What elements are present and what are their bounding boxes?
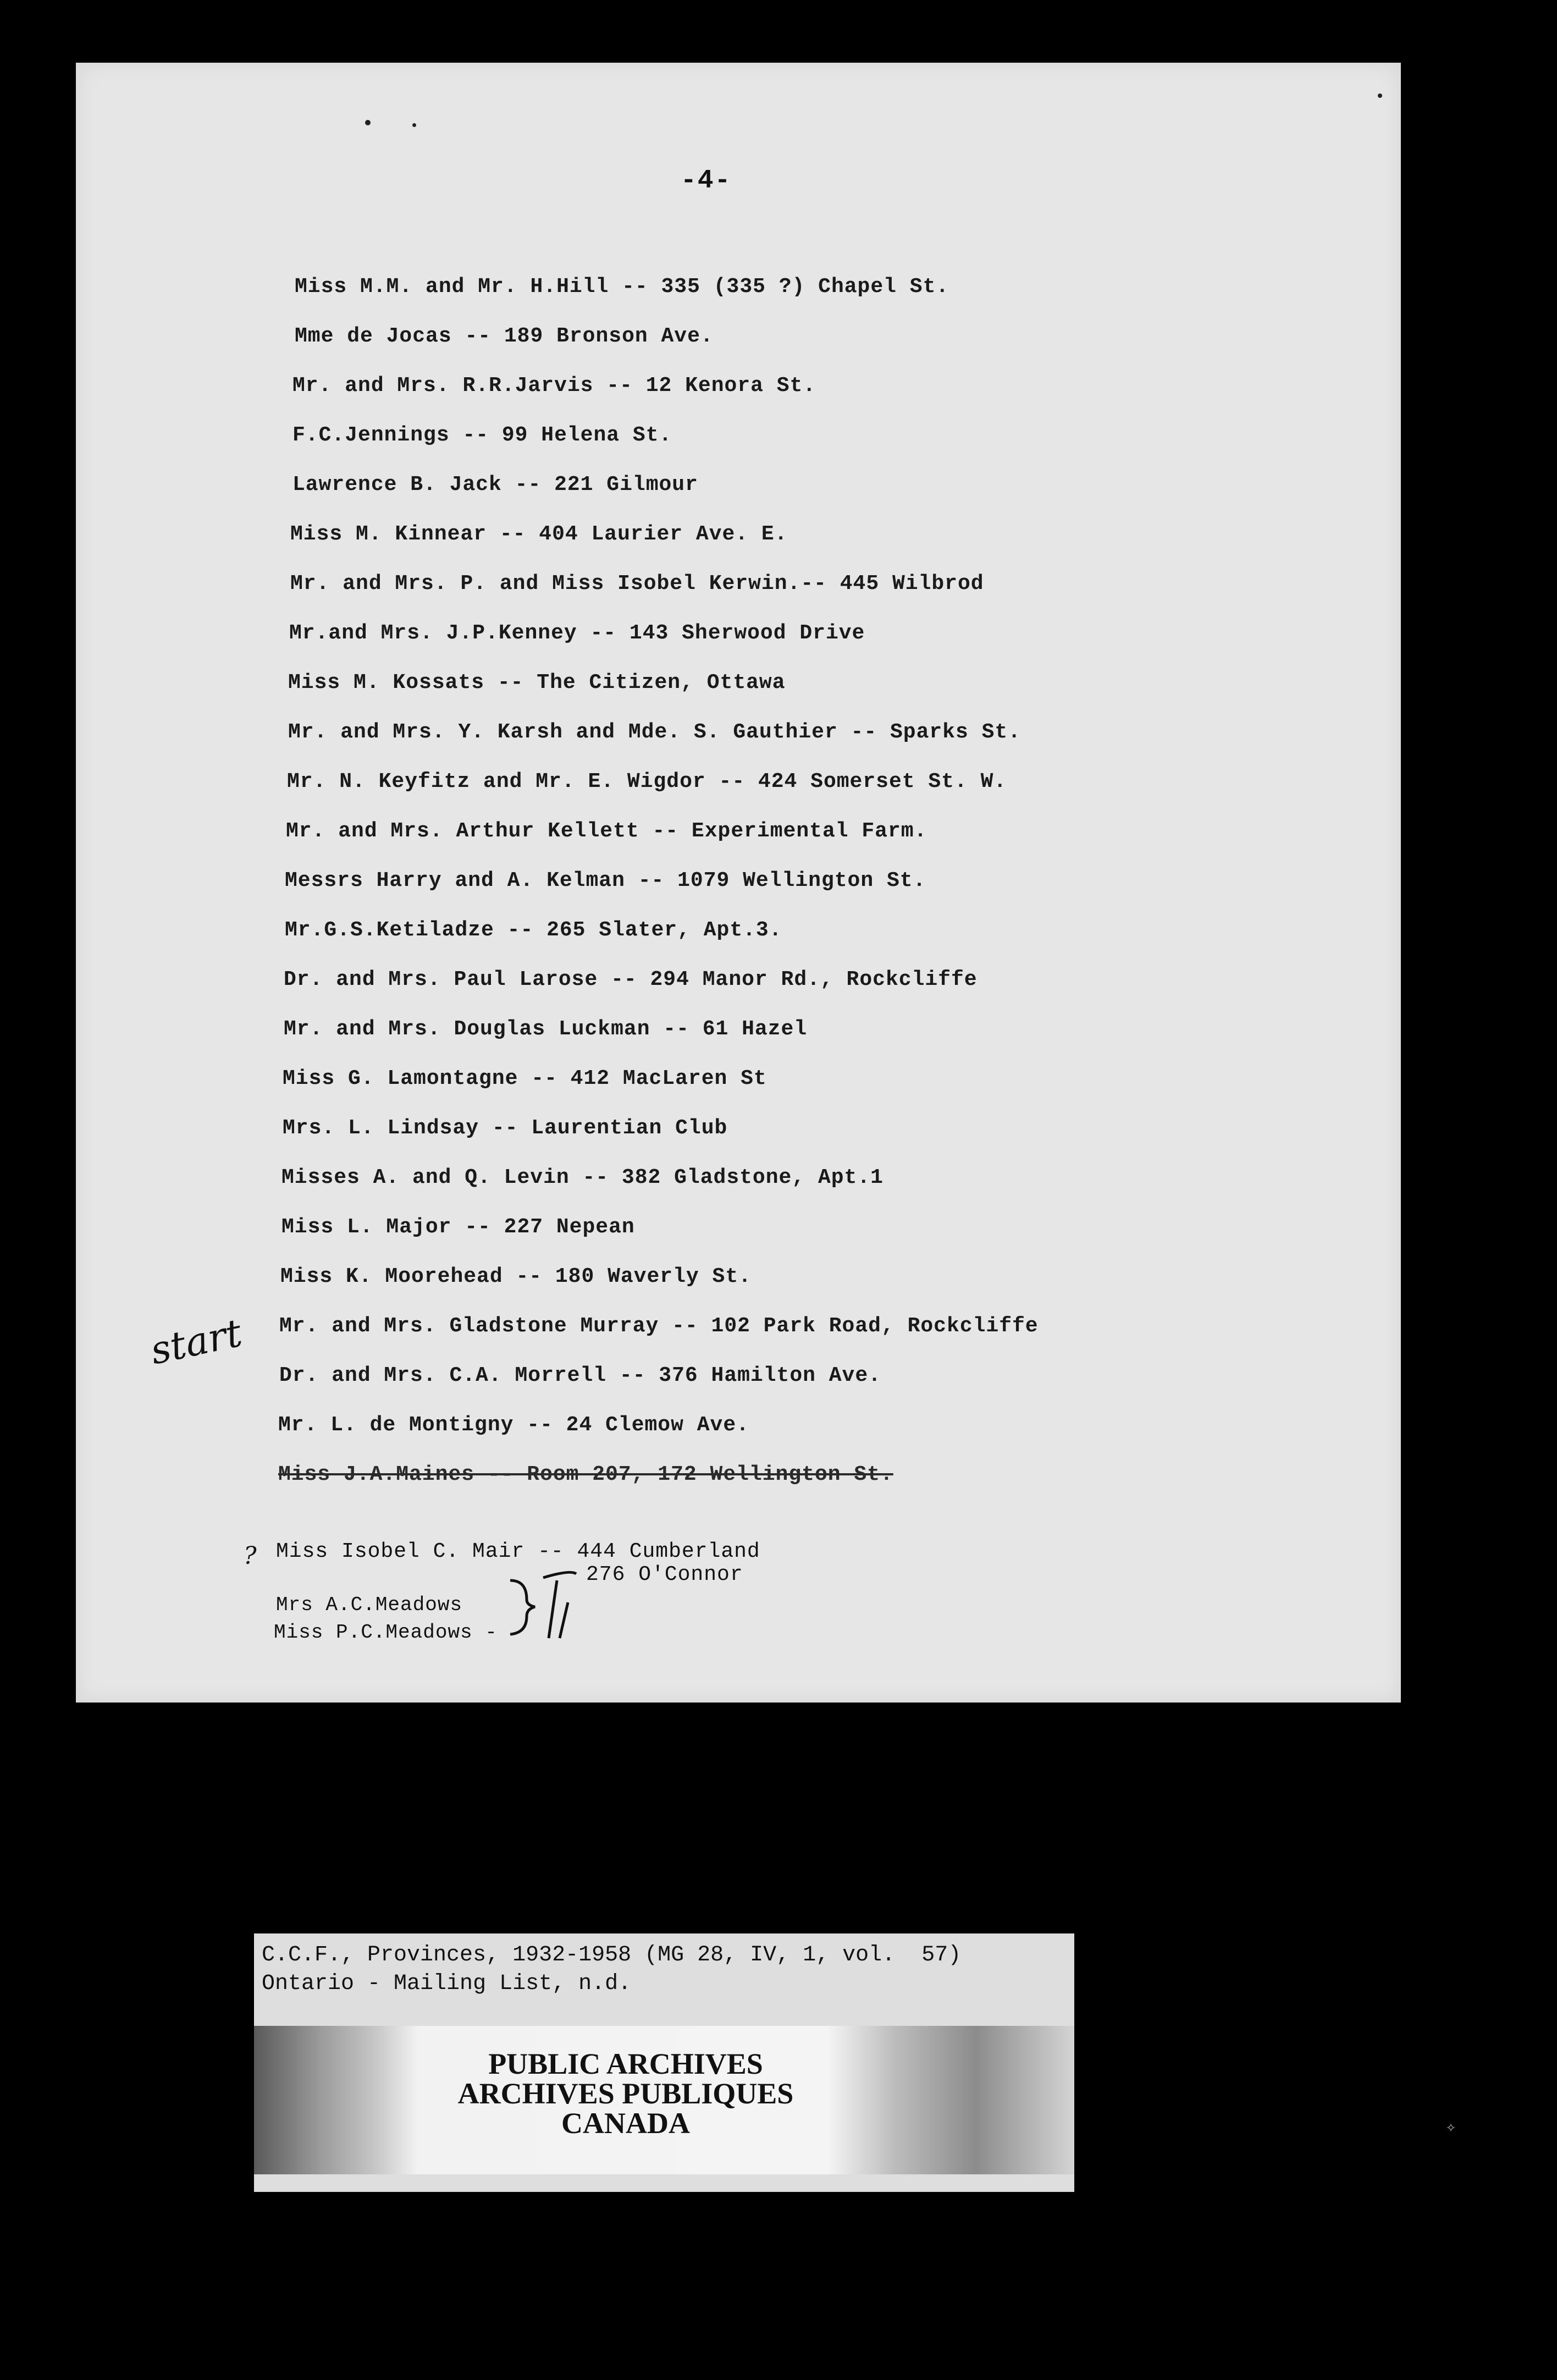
list-entry: Lawrence B. Jack -- 221 Gilmour <box>292 473 698 497</box>
handwritten-question-mark: ? <box>244 1542 257 1570</box>
list-entry: Misses A. and Q. Levin -- 382 Gladstone, Apt.1 <box>281 1166 884 1189</box>
archive-label-card <box>254 1933 1074 2192</box>
list-entry: Mr.and Mrs. J.P.Kenney -- 143 Sherwood Drive <box>289 621 865 645</box>
list-entry: Mme de Jocas -- 189 Bronson Ave. <box>295 324 714 348</box>
handwritten-brace-icon <box>505 1569 593 1641</box>
list-entry-mair: Miss Isobel C. Mair -- 444 Cumberland <box>276 1540 760 1563</box>
list-entry-meadows-p: Miss P.C.Meadows - <box>274 1621 498 1644</box>
struck-entry: Miss J.A.Maines -- Room 207, 172 Wellington St. <box>278 1463 893 1486</box>
list-entry: Mr. and Mrs. Douglas Luckman -- 61 Hazel <box>284 1017 808 1041</box>
list-entry: Mr. and Mrs. R.R.Jarvis -- 12 Kenora St. <box>292 374 816 398</box>
list-entry: Mr. and Mrs. P. and Miss Isobel Kerwin.-- 445 Wilbrod <box>290 572 984 596</box>
mailing-list <box>76 63 1401 1703</box>
archives-stamp <box>254 2049 1074 2138</box>
list-entry: Miss M.M. and Mr. H.Hill -- 335 (335 ?) Chapel St. <box>295 275 949 299</box>
list-entry-meadows-a: Mrs A.C.Meadows <box>276 1594 463 1616</box>
handwritten-start-note: start <box>146 1310 246 1374</box>
list-entry: Dr. and Mrs. C.A. Morrell -- 376 Hamilton Ave. <box>279 1364 881 1387</box>
list-entry: Miss M. Kinnear -- 404 Laurier Ave. E. <box>290 522 788 546</box>
stamp-line-3: CANADA <box>561 2107 690 2140</box>
list-entry: Dr. and Mrs. Paul Larose -- 294 Manor Rd., Rockcliffe <box>284 968 978 991</box>
citation-line-1: C.C.F., Provinces, 1932-1958 (MG 28, IV, 1, vol. 57) <box>262 1943 962 1968</box>
list-entry: Mrs. L. Lindsay -- Laurentian Club <box>283 1116 728 1140</box>
scan-speck-icon: ✧ <box>1446 2119 1456 2137</box>
stamp-line-1: PUBLIC ARCHIVES <box>488 2047 763 2080</box>
list-entry: Messrs Harry and A. Kelman -- 1079 Wellington St. <box>285 869 926 892</box>
list-entry-oconnor: 276 O'Connor <box>586 1563 743 1586</box>
list-entry: Miss L. Major -- 227 Nepean <box>281 1215 635 1239</box>
list-entry: Mr. and Mrs. Arthur Kellett -- Experimental Farm. <box>286 819 927 843</box>
list-entry: Mr. N. Keyfitz and Mr. E. Wigdor -- 424 Somerset St. W. <box>287 770 1007 794</box>
list-entry: Miss G. Lamontagne -- 412 MacLaren St <box>283 1067 767 1090</box>
stamp-line-2: ARCHIVES PUBLIQUES <box>457 2077 794 2110</box>
page-number: -4- <box>681 166 732 196</box>
list-entry: Miss M. Kossats -- The Citizen, Ottawa <box>288 671 786 695</box>
list-entry: Miss K. Moorehead -- 180 Waverly St. <box>280 1265 752 1288</box>
citation-line-2: Ontario - Mailing List, n.d. <box>262 1971 632 1996</box>
typed-page <box>76 63 1401 1703</box>
list-entry: Mr. and Mrs. Gladstone Murray -- 102 Park Road, Rockcliffe <box>279 1314 1039 1338</box>
list-entry: Mr. and Mrs. Y. Karsh and Mde. S. Gauthier -- Sparks St. <box>288 720 1022 744</box>
list-entry: Mr. L. de Montigny -- 24 Clemow Ave. <box>278 1413 749 1437</box>
list-entry: Mr.G.S.Ketiladze -- 265 Slater, Apt.3. <box>285 918 782 942</box>
archive-citation <box>262 1941 961 1998</box>
list-entry: F.C.Jennings -- 99 Helena St. <box>292 423 672 447</box>
